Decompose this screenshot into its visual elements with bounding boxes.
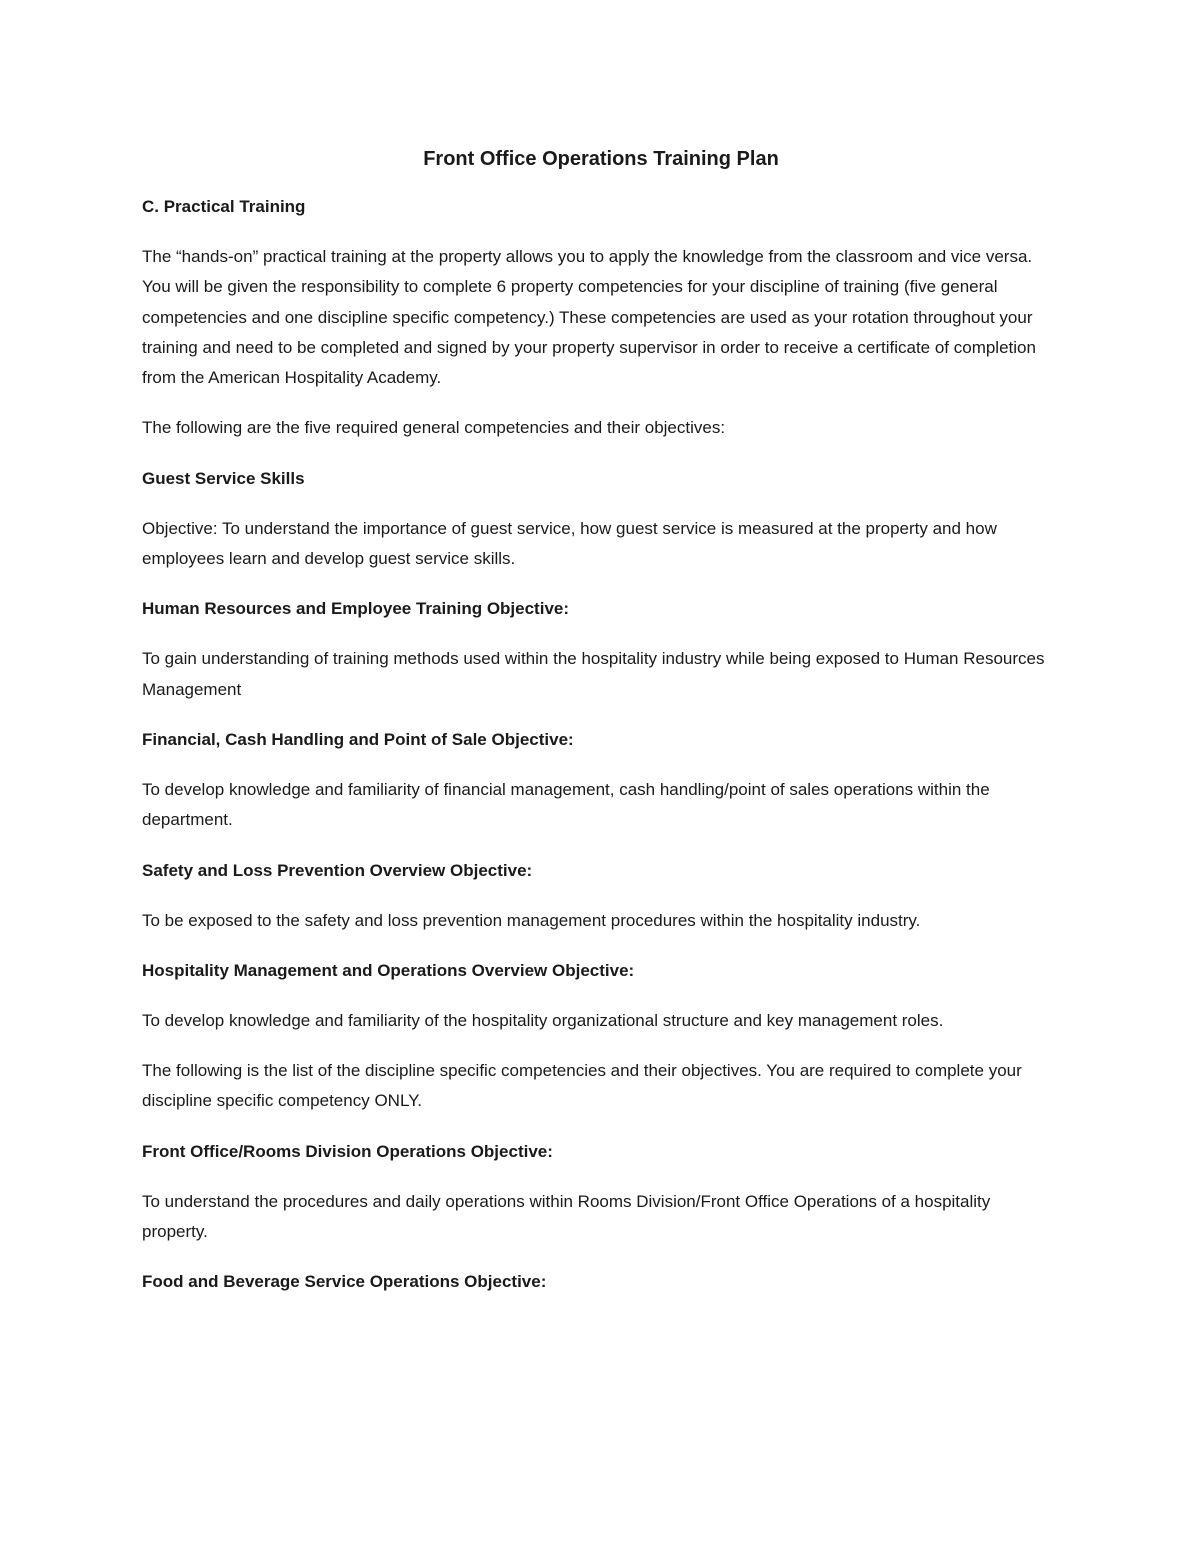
front-office-objective: To understand the procedures and daily operations within Rooms Division/Front Office Operations of a hospitality property. bbox=[142, 1191, 991, 1242]
safety-heading: Safety and Loss Prevention Overview Objective: bbox=[142, 860, 533, 880]
financial-heading: Financial, Cash Handling and Point of Sale Objective: bbox=[142, 729, 574, 749]
financial-objective: To develop knowledge and familiarity of financial management, cash handling/point of sales operations within the department. bbox=[142, 779, 990, 830]
guest-service-heading: Guest Service Skills bbox=[142, 468, 305, 488]
hr-training-objective: To gain understanding of training methods used within the hospitality industry while being exposed to Human Resources Management bbox=[142, 649, 1045, 699]
food-beverage-heading: Food and Beverage Service Operations Objective: bbox=[142, 1272, 547, 1292]
front-office-heading: Front Office/Rooms Division Operations Objective: bbox=[142, 1141, 553, 1161]
document-page bbox=[142, 142, 1060, 1317]
hospitality-management-heading: Hospitality Management and Operations Overview Objective: bbox=[142, 960, 635, 980]
general-competencies-intro: The following are the five required general competencies and their objectives: bbox=[142, 418, 726, 438]
hospitality-management-objective: To develop knowledge and familiarity of the hospitality organizational structure and key management roles. bbox=[142, 1010, 944, 1030]
intro-paragraph: The “hands-on” practical training at the property allows you to apply the knowledge from the classroom and vice versa. You will be given the responsibility to complete 6 property competencies for your discipline of training (five general competencies and one discipline specific competency.) These competencies are used as your rotation throughout your training and need to be completed and signed by your property supervisor in order to receive a certificate of completion from the American Hospitality Academy. bbox=[142, 247, 1036, 388]
document-title: Front Office Operations Training Plan bbox=[423, 148, 779, 170]
discipline-competencies-intro: The following is the list of the discipline specific competencies and their objectives. You are required to complete your discipline specific competency ONLY. bbox=[142, 1061, 1022, 1111]
guest-service-objective: Objective: To understand the importance of guest service, how guest service is measured at the property and how employees learn and develop guest service skills. bbox=[142, 518, 997, 569]
safety-objective: To be exposed to the safety and loss prevention management procedures within the hospitality industry. bbox=[142, 910, 921, 930]
hr-training-heading: Human Resources and Employee Training Objective: bbox=[142, 599, 570, 619]
section-heading-practical-training: C. Practical Training bbox=[142, 197, 306, 216]
